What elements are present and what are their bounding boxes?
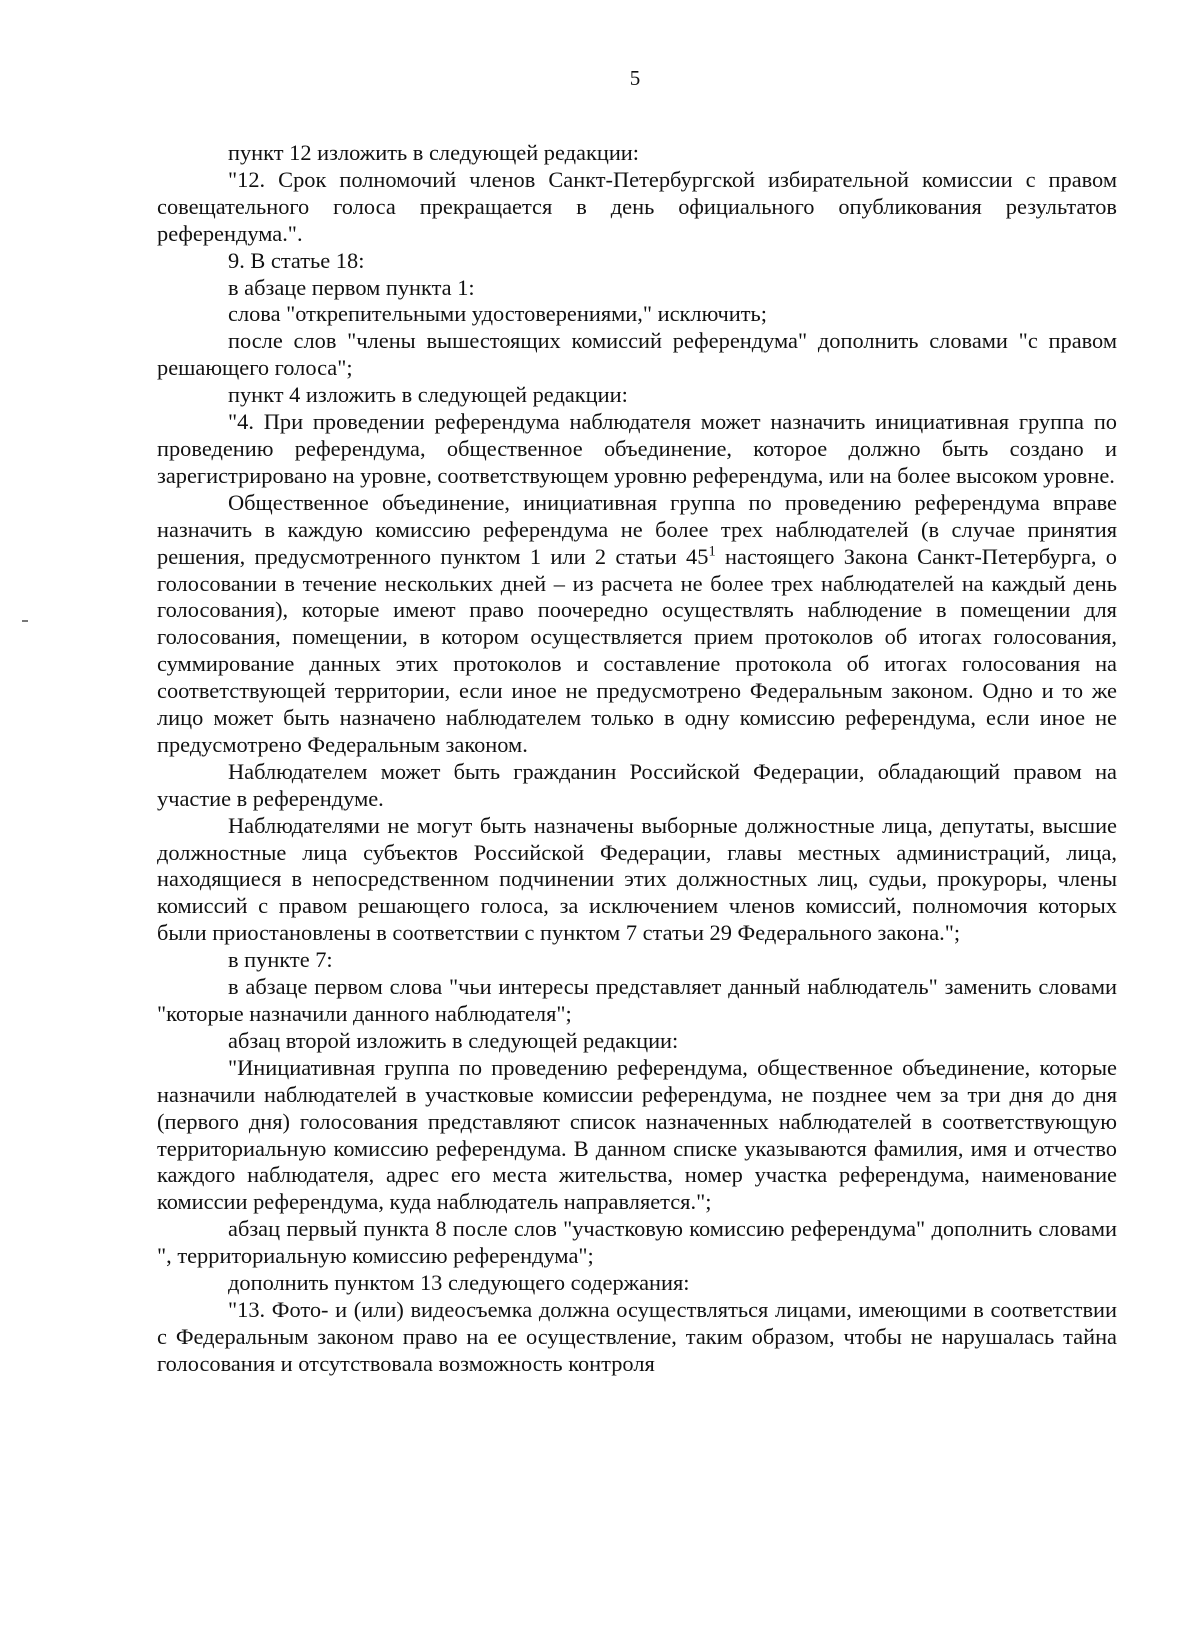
document-body	[157, 140, 1117, 1378]
scan-margin-mark	[22, 620, 28, 622]
paragraph: "Инициативная группа по проведению референдума, общественное объединение, которые назначили наблюдателей в участковые комиссии референдума, не позднее чем за три дня до дня (первого дня) голосования представляют список назначенных наблюдателей в соответствующую территориальную комиссию референдума. В данном списке указываются фамилия, имя и отчество каждого наблюдателя, адрес его места жительства, номер участка референдума, наименование комиссии референдума, куда наблюдатель направляется.";	[157, 1054, 1117, 1215]
paragraph: после слов "члены вышестоящих комиссий референдума" дополнить словами "с правом решающего голоса";	[157, 328, 1117, 381]
paragraph	[157, 490, 1117, 759]
page-number: 5	[629, 66, 641, 90]
paragraph: 9. В статье 18:	[228, 247, 365, 273]
paragraph: Наблюдателями не могут быть назначены выборные должностные лица, депутаты, высшие должностные лица субъектов Российской Федерации, главы местных администраций, лица, находящиеся в непосредственном подчинении этих должностных лиц, судьи, прокуроры, члены комиссий с правом решающего голоса, за исключением членов комиссий, полномочия которых были приостановлены в соответствии с пунктом 7 статьи 29 Федерального закона.";	[157, 812, 1117, 946]
paragraph: слова "открепительными удостоверениями," исключить;	[228, 301, 767, 327]
paragraph: пункт 12 изложить в следующей редакции:	[228, 140, 640, 165]
paragraph: абзац второй изложить в следующей редакции:	[228, 1027, 679, 1053]
paragraph: Наблюдателем может быть гражданин Российской Федерации, обладающий правом на участие в референдуме.	[157, 758, 1117, 811]
paragraph-text: Общественное объединение, инициативная группа по проведению референдума вправе назначить в каждую комиссию референдума не более трех наблюдателей (в случае принятия решения, предусмотренного пунктом 1 или 2 статьи 45	[157, 489, 1117, 569]
paragraph: в пункте 7:	[228, 947, 333, 973]
paragraph: "12. Срок полномочий членов Санкт-Петербургской избирательной комиссии с правом совещательного голоса прекращается в день официального опубликования результатов референдума.".	[157, 166, 1117, 246]
paragraph: в абзаце первом пункта 1:	[228, 274, 475, 300]
paragraph: дополнить пунктом 13 следующего содержания:	[228, 1270, 690, 1296]
paragraph: пункт 4 изложить в следующей редакции:	[228, 382, 628, 408]
paragraph: "4. При проведении референдума наблюдателя может назначить инициативная группа по проведению референдума, общественное объединение, которое должно быть создано и зарегистрировано на уровне, соответствующем уровню референдума, или на более высоком уровне.	[157, 409, 1117, 488]
paragraph: "13. Фото- и (или) видеосъемка должна осуществляться лицами, имеющими в соответствии с Федеральным законом право на ее осуществление, таким образом, чтобы не нарушалась тайна голосования и отсутствовала возможность контроля	[157, 1296, 1117, 1376]
superscript: 1	[708, 543, 716, 560]
paragraph-text: настоящего Закона Санкт-Петербурга, о голосовании в течение нескольких дней – из расчета не более трех наблюдателей на каждый день голосования), которые имеют право поочередно осуществлять наблюдение в помещении для голосования, помещении, в котором осуществляется прием протоколов об итогах голосования, суммирование данных этих протоколов и составление протокола об итогах голосования на соответствующей территории, если иное не предусмотрено Федеральным законом. Одно и то же лицо может быть назначено наблюдателем только в одну комиссию референдума, если иное не предусмотрено Федеральным законом.	[157, 543, 1118, 757]
paragraph: абзац первый пункта 8 после слов "участковую комиссию референдума" дополнить словами ", территориальную комиссию референдума";	[157, 1216, 1117, 1269]
paragraph: в абзаце первом слова "чьи интересы представляет данный наблюдатель" заменить словами "которые назначили данного наблюдателя";	[157, 974, 1117, 1026]
